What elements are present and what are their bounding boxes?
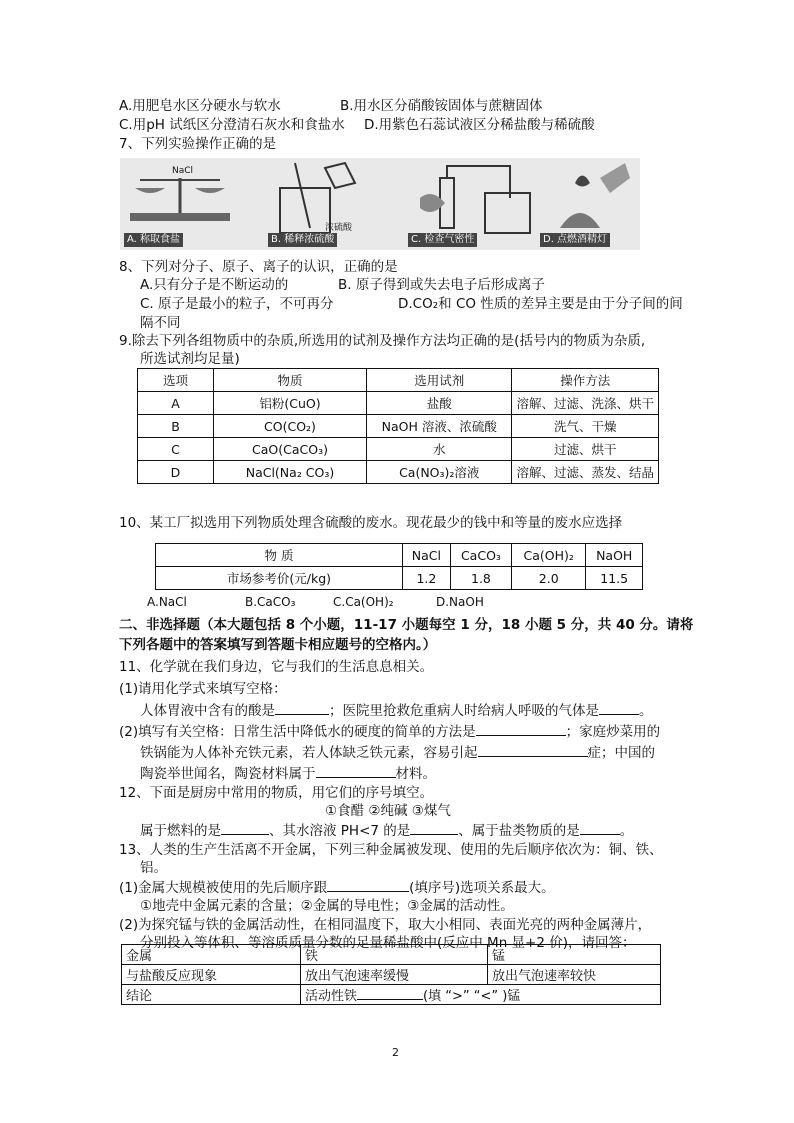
table-row <box>138 438 659 461</box>
table-cell: NaCl <box>403 544 451 567</box>
q12-items: ①食醋 ②纯碱 ③煤气 <box>325 803 451 819</box>
q11-text: 。 <box>639 703 653 719</box>
table-row <box>122 965 661 985</box>
table-row <box>138 461 659 484</box>
q11-part2-line3 <box>140 763 436 784</box>
q9-table <box>137 368 659 484</box>
table-row <box>138 415 659 438</box>
conclusion-cell <box>301 985 661 1005</box>
table-cell: Ca(OH)₂ <box>512 544 586 567</box>
table-cell: 2.0 <box>512 567 586 590</box>
q11-part1-line <box>140 700 653 721</box>
table-cell: NaOH <box>586 544 643 567</box>
q8-option-c: C. 原子是最小的粒子，不可再分 <box>140 296 334 312</box>
q12-text: 、其水溶液 PH<7 的是 <box>269 823 411 839</box>
q8-option-b: B. 原子得到或失去电子后形成离子 <box>338 277 545 293</box>
table-cell: 金属 <box>122 945 301 965</box>
table-row <box>156 544 643 567</box>
table-cell: NaCl(Na₂ CO₃) <box>213 461 366 484</box>
q11-text: (2)填写有关空格：日常生活中降低水的硬度的简单的方法是 <box>119 724 476 740</box>
table-header-row <box>138 369 659 392</box>
caption-c: C. 检查气密性 <box>408 233 477 247</box>
q11-stem: 11、化学就在我们身边，它与我们的生活息息相关。 <box>119 659 434 675</box>
table-cell: C <box>138 438 214 461</box>
table-cell: 铁 <box>301 945 488 965</box>
table-cell: 洗气、干燥 <box>512 415 659 438</box>
table-cell: 锰 <box>488 945 661 965</box>
q11-text: 症；中国的 <box>587 745 655 761</box>
q11-part2-line2 <box>140 742 655 763</box>
q11-text: 铁锅能为人体补充铁元素，若人体缺乏铁元素，容易引起 <box>140 745 478 761</box>
q13-stem: 13、人类的生产生活离不开金属，下列三种金属被发现、使用的先后顺序依次为：铜、铁、 <box>119 842 663 858</box>
table-cell: 溶解、过滤、洗涤、烘干 <box>512 392 659 415</box>
q11-part2-line1 <box>119 721 660 742</box>
q12-text: 、属于盐类物质的是 <box>458 823 580 839</box>
caption-b: B. 稀释浓硫酸 <box>268 233 337 247</box>
answer-blank <box>410 820 458 835</box>
q8-option-d-cont: 隔不同 <box>140 315 181 331</box>
table-cell: CaCO₃ <box>450 544 511 567</box>
table-cell: 11.5 <box>586 567 643 590</box>
answer-blank <box>580 820 620 835</box>
answer-blank <box>316 763 396 778</box>
q10-stem: 10、某工厂拟选用下列物质处理含硫酸的废水。现花最少的钱中和等量的废水应选择 <box>119 515 623 531</box>
q13-text: 活动性铁 <box>305 989 358 1004</box>
section-heading-cont: 下列各题中的答案填写到答题卡相应题号的空格内。） <box>119 637 437 653</box>
table-row <box>122 985 661 1005</box>
nacl-label: NaCl <box>172 166 194 176</box>
q8-stem: 8、下列对分子、原子、离子的认识，正确的是 <box>119 259 398 275</box>
table-row <box>138 392 659 415</box>
table-cell: 1.2 <box>403 567 451 590</box>
q12-line <box>140 820 633 841</box>
section-heading: 二、非选择题（本大题包括 8 个小题，11-17 小题每空 1 分，18 小题 5 分，共 40 分。请将 <box>119 617 694 633</box>
table-row <box>156 567 643 590</box>
q8-option-d: D.CO₂和 CO 性质的差异主要是由于分子间的间 <box>398 296 683 312</box>
q11-text: 材料。 <box>395 766 436 782</box>
page-number: 2 <box>392 1046 399 1059</box>
caption-d: D. 点燃酒精灯 <box>540 233 610 247</box>
table-cell: 过滤、烘干 <box>512 438 659 461</box>
q13-text: (填 “>” “<” )锰 <box>423 989 521 1004</box>
table-header: 物质 <box>213 369 366 392</box>
answer-blank <box>357 985 423 1000</box>
answer-blank <box>275 700 329 715</box>
table-cell: 溶解、过滤、蒸发、结晶 <box>512 461 659 484</box>
q12-stem: 12、下面是厨房中常用的物质，用它们的序号填空。 <box>119 785 434 801</box>
table-cell: 1.8 <box>450 567 511 590</box>
q10-option-c: C.Ca(OH)₂ <box>333 595 394 609</box>
table-cell: 放出气泡速率较快 <box>488 965 661 985</box>
acid-label: 浓硫酸 <box>325 223 353 233</box>
q10-price-table <box>155 543 643 590</box>
answer-blank <box>478 742 588 757</box>
q6-option-a: A.用肥皂水区分硬水与软水 <box>119 98 281 114</box>
q11-text: 人体胃液中含有的酸是 <box>140 703 275 719</box>
q13-stem-cont: 铝。 <box>140 860 167 876</box>
table-cell: NaOH 溶液、浓硫酸 <box>367 415 512 438</box>
q10-option-a: A.NaCl <box>147 595 187 609</box>
q11-text: ；家庭炒菜用的 <box>565 724 661 740</box>
table-cell: D <box>138 461 214 484</box>
table-cell: CO(CO₂) <box>213 415 366 438</box>
table-cell: 铝粉(CuO) <box>213 392 366 415</box>
table-cell: Ca(NO₃)₂溶液 <box>367 461 512 484</box>
q10-option-d: D.NaOH <box>436 595 484 609</box>
q6-option-b: B.用水区分硝酸铵固体与蔗糖固体 <box>340 98 543 114</box>
table-cell: B <box>138 415 214 438</box>
q13-table <box>121 944 661 1005</box>
q12-text: 属于燃料的是 <box>140 823 221 839</box>
q12-text: 。 <box>619 823 634 839</box>
table-cell: 物 质 <box>156 544 403 567</box>
table-cell: 放出气泡速率缓慢 <box>301 965 488 985</box>
table-cell: 结论 <box>122 985 301 1005</box>
q9-stem-cont: 所选试剂均足量) <box>140 351 240 367</box>
q13-part2-cont: 分别投入等体积、等溶质质量分数的足量稀盐酸中(反应中 Mn 显+2 价)，请回答： <box>140 935 636 951</box>
q6-option-d: D.用紫色石蕊试液区分稀盐酸与稀硫酸 <box>364 117 595 133</box>
table-cell: 与盐酸反应现象 <box>122 965 301 985</box>
q9-stem: 9.除去下列各组物质中的杂质,所选用的试剂及操作方法均正确的是(括号内的物质为杂质, <box>119 333 646 349</box>
q13-part1-options: ①地壳中金属元素的含量；②金属的导电性；③金属的活动性。 <box>140 898 514 914</box>
answer-blank <box>476 721 566 736</box>
table-header: 操作方法 <box>512 369 659 392</box>
q7-apparatus-image <box>120 158 640 250</box>
table-cell: 盐酸 <box>367 392 512 415</box>
table-header: 选用试剂 <box>367 369 512 392</box>
caption-a: A. 称取食盐 <box>124 233 183 247</box>
q11-text: ；医院里抢救危重病人时给病人呼吸的气体是 <box>329 703 599 719</box>
table-cell: 水 <box>367 438 512 461</box>
q13-part1 <box>119 877 555 898</box>
answer-blank <box>599 700 639 715</box>
q13-part2: (2)为探究锰与铁的金属活动性，在相同温度下，取大小相同、表面光亮的两种金属薄片， <box>119 917 652 933</box>
table-row <box>122 945 661 965</box>
table-cell: A <box>138 392 214 415</box>
q7-stem: 7、下列实验操作正确的是 <box>119 136 277 152</box>
answer-blank <box>327 877 409 892</box>
q8-option-a: A.只有分子是不断运动的 <box>140 277 289 293</box>
table-header: 选项 <box>138 369 214 392</box>
q11-text: 陶瓷举世闻名，陶瓷材料属于 <box>140 766 316 782</box>
q10-option-b: B.CaCO₃ <box>245 595 296 609</box>
q11-part1: (1)请用化学式来填写空格： <box>119 681 287 697</box>
table-cell: CaO(CaCO₃) <box>213 438 366 461</box>
q13-text: (1)金属大规模被使用的先后顺序跟 <box>119 880 328 896</box>
q6-option-c: C.用pH 试纸区分澄清石灰水和食盐水 <box>119 117 345 133</box>
q13-text: (填序号)选项关系最大。 <box>409 880 555 896</box>
answer-blank <box>221 820 269 835</box>
table-cell: 市场参考价(元/kg) <box>156 567 403 590</box>
